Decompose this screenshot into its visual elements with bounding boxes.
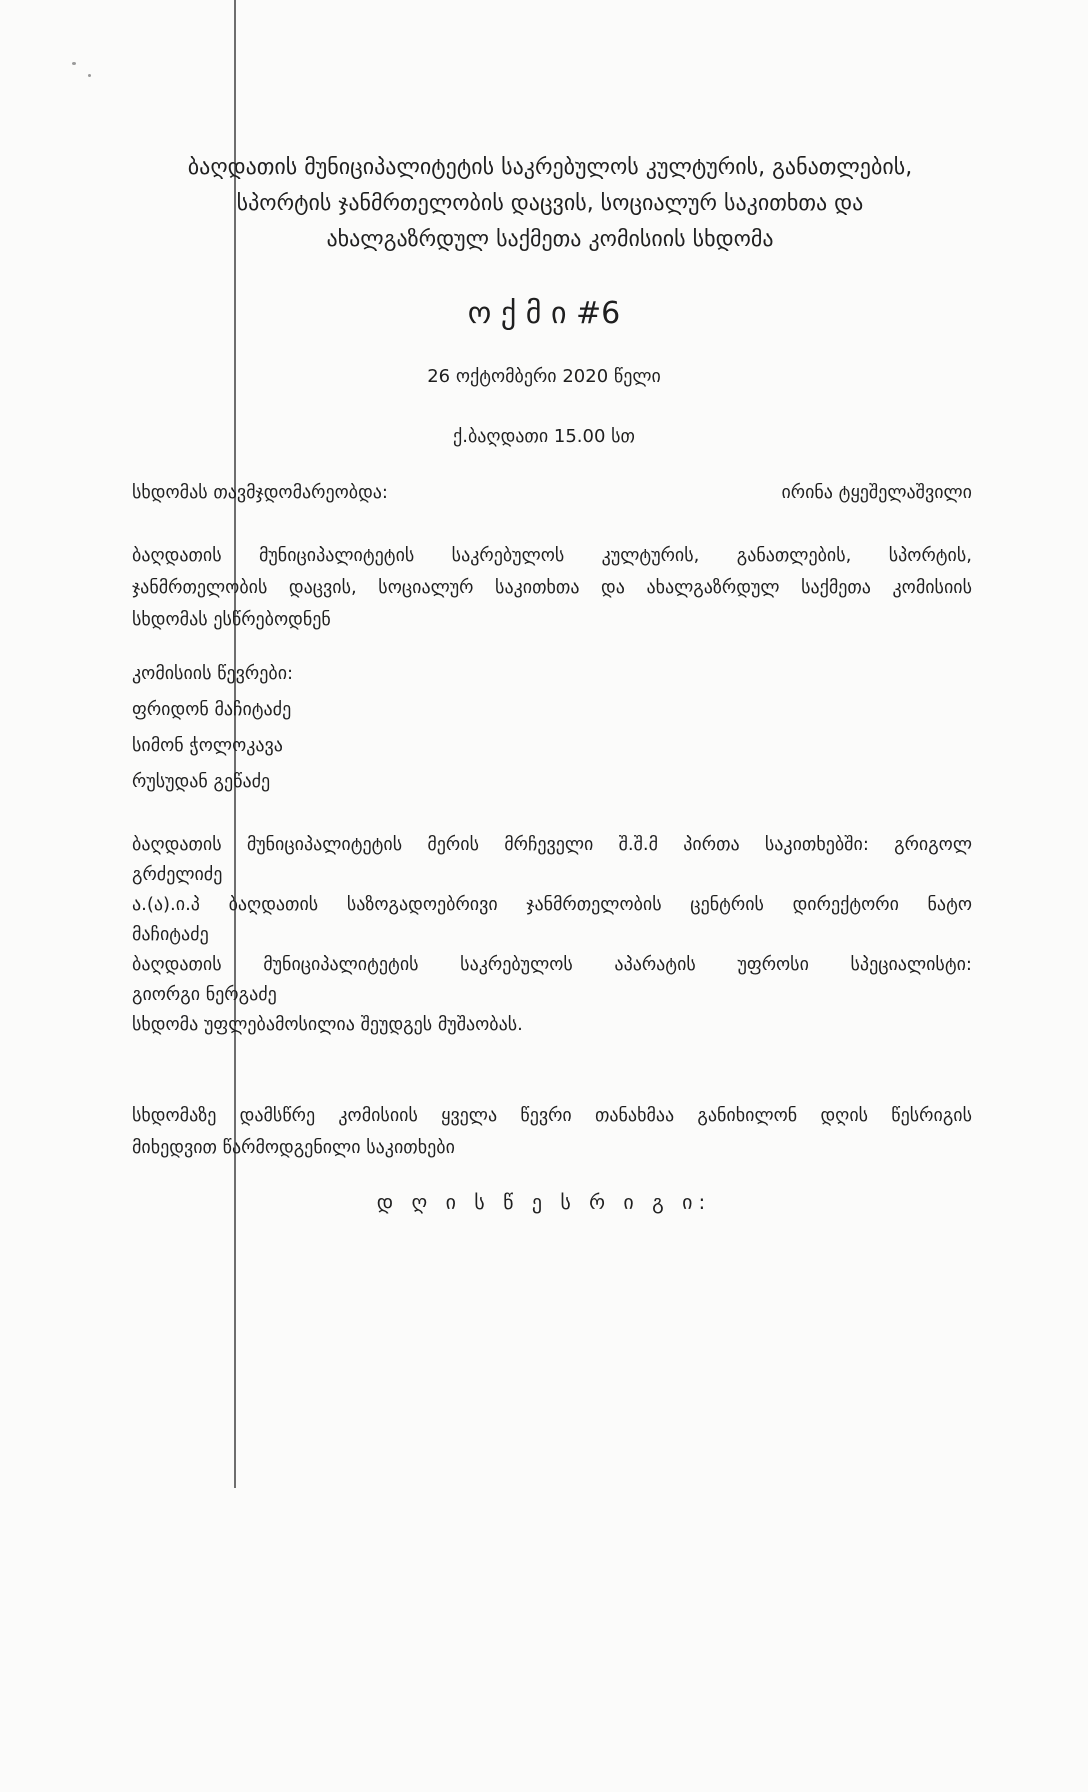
- guest-line: ა.(ა).ი.პ ბაღდათის საზოგადოებრივი ჯანმრთელობის ცენტრის დირექტორი ნატო: [132, 894, 972, 915]
- guest-line: ბაღდათის მუნიციპალიტეტის საკრებულოს აპარატის უფროსი სპეციალისტი:: [132, 954, 972, 975]
- title-line: ბაღდათის მუნიციპალიტეტის საკრებულოს კულტურის, განათლების,: [187, 155, 913, 180]
- guest-line: მაჩიტაძე: [132, 924, 209, 945]
- guest-line: გიორგი ნერგაძე: [132, 984, 277, 1005]
- scan-speck: [88, 74, 91, 77]
- document-title: [130, 150, 970, 258]
- attendance-line: ბაღდათის მუნიციპალიტეტის საკრებულოს კულტურის, განათლების, სპორტის,: [132, 545, 972, 566]
- chair-name: ირინა ტყეშელაშვილი: [781, 482, 972, 503]
- document-number: ო ქ მ ი #6: [467, 296, 621, 331]
- attendance-line: სხდომას ესწრებოდნენ: [132, 609, 331, 630]
- agenda-heading: დ ღ ი ს წ ე ს რ ი გ ი:: [376, 1190, 712, 1214]
- guest-line: გრძელიძე: [132, 864, 223, 885]
- quorum-text: სხდომა უფლებამოსილია შეუდგეს მუშაობას.: [132, 1014, 523, 1035]
- place-time: ქ.ბაღდათი 15.00 სთ: [453, 426, 635, 447]
- title-line: ახალგაზრდულ საქმეთა კომისიის სხდომა: [326, 227, 774, 252]
- member-name: სიმონ ჭოლოკავა: [132, 735, 283, 756]
- members-label: კომისიის წევრები:: [132, 663, 294, 684]
- guests-paragraph: [132, 830, 972, 1040]
- decision-line: მიხედვით წარმოდგენილი საკითხები: [132, 1137, 455, 1158]
- attendance-paragraph: [132, 540, 972, 636]
- member-name: ფრიდონ მაჩიტაძე: [132, 699, 292, 720]
- attendance-line: ჯანმრთელობის დაცვის, სოციალურ საკითხთა და ახალგაზრდულ საქმეთა კომისიის: [132, 577, 972, 598]
- document-date: 26 ოქტომბერი 2020 წელი: [427, 366, 661, 387]
- title-line: სპორტის ჯანმრთელობის დაცვის, სოციალურ საკითხთა და: [236, 191, 864, 216]
- scan-speck: [72, 62, 76, 65]
- chair-row: [132, 482, 972, 503]
- chair-label: სხდომას თავმჯდომარეობდა:: [132, 482, 388, 503]
- member-name: რუსუდან გეწაძე: [132, 771, 271, 792]
- members-list: [132, 656, 732, 800]
- decision-paragraph: [132, 1100, 972, 1164]
- guest-line: ბაღდათის მუნიციპალიტეტის მერის მრჩეველი შ.შ.მ პირთა საკითხებში: გრიგოლ: [132, 834, 972, 855]
- decision-line: სხდომაზე დამსწრე კომისიის ყველა წევრი თანახმაა განიხილონ დღის წესრიგის: [132, 1105, 972, 1126]
